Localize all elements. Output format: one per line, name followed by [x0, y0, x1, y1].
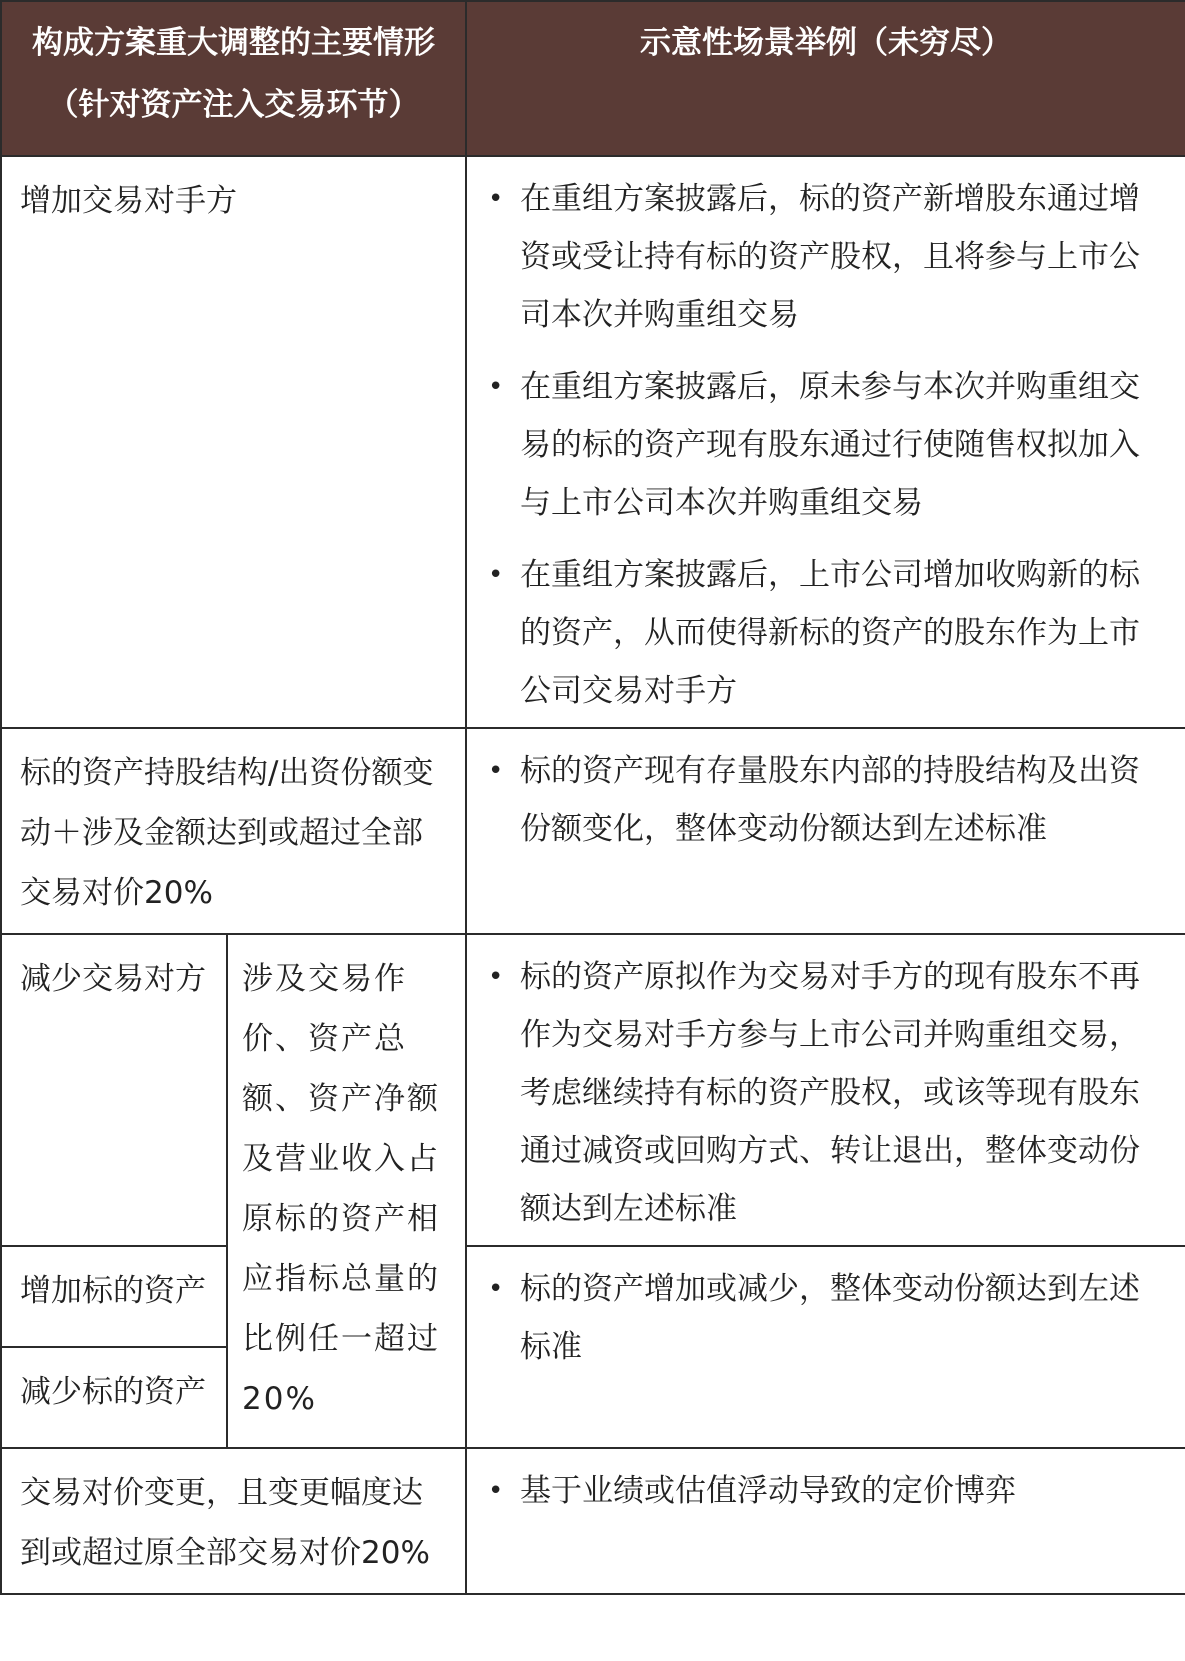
- bullet-icon: •: [488, 962, 504, 992]
- example-item: [482, 948, 1170, 1238]
- table-row: [1, 1448, 1185, 1594]
- example-item: [482, 1462, 1170, 1520]
- example-list: [468, 936, 1184, 1244]
- situation-cell: 减少标的资产: [1, 1347, 227, 1448]
- table-row: [1, 156, 1185, 728]
- situation-cell: 标的资产持股结构/出资份额变动＋涉及金额达到或超过全部交易对价20%: [1, 728, 466, 934]
- example-text: 标的资产增加或减少，整体变动份额达到左述标准: [520, 1271, 1140, 1365]
- example-list: [468, 730, 1184, 864]
- bullet-icon: •: [488, 372, 504, 402]
- header-col-examples-label: 示意性场景举例（未穷尽）: [640, 25, 1012, 61]
- table-row: [1, 728, 1185, 934]
- example-list: [468, 1450, 1184, 1526]
- header-col-situation: [1, 1, 466, 156]
- example-list: [468, 158, 1184, 726]
- header-col-examples: [466, 1, 1185, 156]
- example-text: 在重组方案披露后，上市公司增加收购新的标的资产，从而使得新标的资产的股东作为上市公司交易对手方: [520, 557, 1140, 709]
- examples-cell: [466, 728, 1185, 934]
- table-row: [1, 934, 1185, 1246]
- example-text: 标的资产原拟作为交易对手方的现有股东不再作为交易对手方参与上市公司并购重组交易，考虑继续持有标的资产股权，或该等现有股东通过减资或回购方式、转让退出，整体变动份额达到左述标准: [520, 959, 1140, 1227]
- bullet-icon: •: [488, 560, 504, 590]
- examples-cell: [466, 156, 1185, 728]
- examples-cell: [466, 1448, 1185, 1594]
- examples-cell: [466, 934, 1185, 1246]
- example-text: 在重组方案披露后，原未参与本次并购重组交易的标的资产现有股东通过行使随售权拟加入与上市公司本次并购重组交易: [520, 369, 1140, 521]
- example-item: [482, 1260, 1170, 1376]
- header-col-situation-line2: （针对资产注入交易环节）: [47, 87, 420, 123]
- example-text: 标的资产现有存量股东内部的持股结构及出资份额变化，整体变动份额达到左述标准: [520, 753, 1140, 847]
- bullet-icon: •: [488, 184, 504, 214]
- situation-cell: 增加交易对手方: [1, 156, 466, 728]
- situation-cell: 增加标的资产: [1, 1246, 227, 1347]
- example-item: [482, 358, 1170, 532]
- header-col-situation-line1: 构成方案重大调整的主要情形: [32, 25, 435, 61]
- shared-condition-cell: 涉及交易作价、资产总额、资产净额及营业收入占原标的资产相应指标总量的比例任一超过20%: [227, 934, 466, 1448]
- example-list: [468, 1248, 1184, 1382]
- table-row: [1, 1246, 1185, 1347]
- example-item: [482, 742, 1170, 858]
- bullet-icon: •: [488, 756, 504, 786]
- example-text: 在重组方案披露后，标的资产新增股东通过增资或受让持有标的资产股权，且将参与上市公司本次并购重组交易: [520, 181, 1140, 333]
- example-item: [482, 546, 1170, 720]
- example-item: [482, 170, 1170, 344]
- bullet-icon: •: [488, 1274, 504, 1304]
- bullet-icon: •: [488, 1476, 504, 1506]
- header-row: [1, 1, 1185, 156]
- situation-cell: 交易对价变更，且变更幅度达到或超过原全部交易对价20%: [1, 1448, 466, 1594]
- examples-cell: [466, 1246, 1185, 1448]
- situation-cell: 减少交易对方: [1, 934, 227, 1246]
- example-text: 基于业绩或估值浮动导致的定价博弈: [520, 1473, 1016, 1509]
